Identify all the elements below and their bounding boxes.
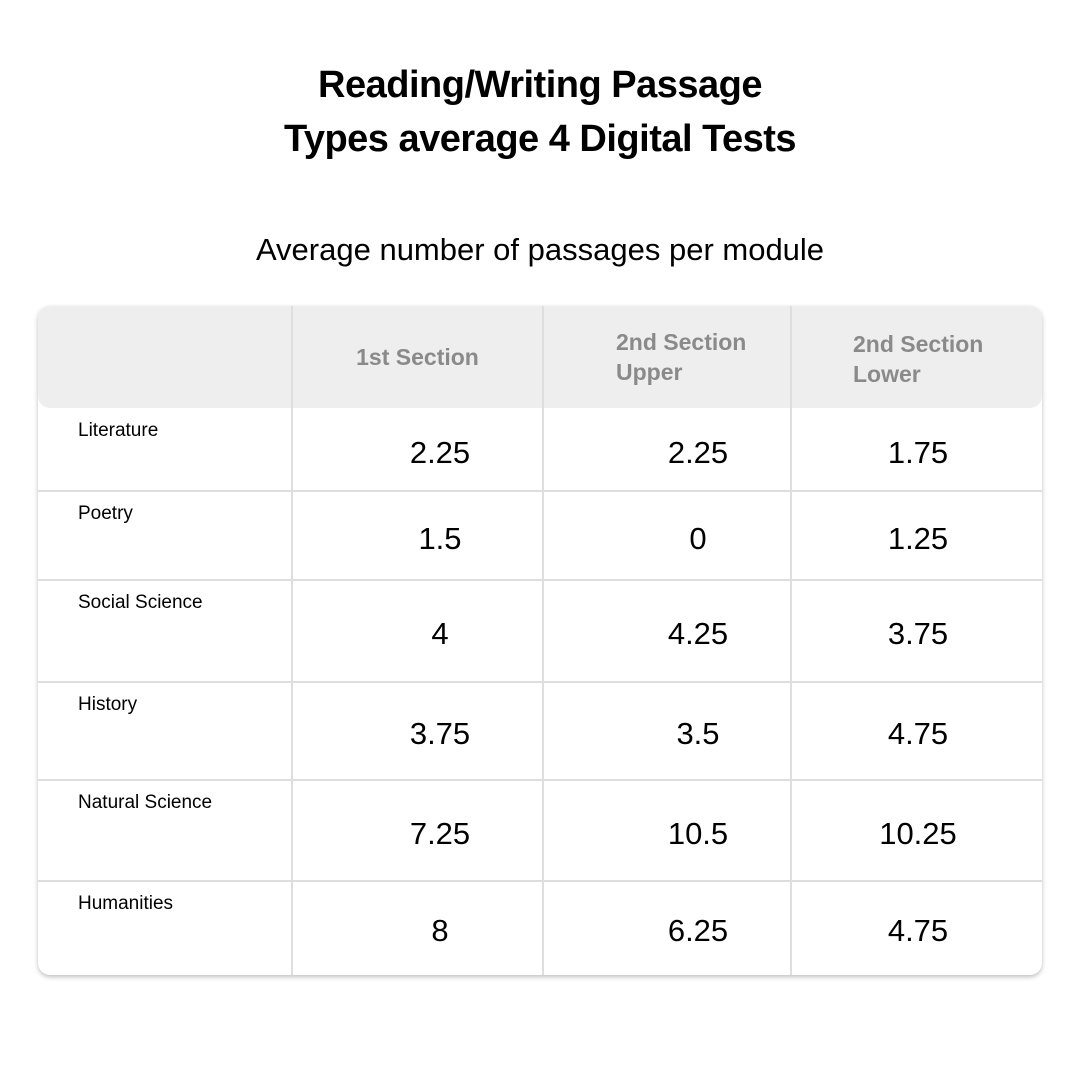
column-divider [291,306,293,975]
table-row [38,881,1042,975]
table-cell-value: 7.25 [409,815,471,851]
header-1st-section [292,306,543,408]
table-cell-value: 10.25 [879,815,957,851]
table-cell-value: 3.75 [409,716,471,751]
row-label: Poetry [78,503,133,524]
table-cell-value: 3.75 [887,616,949,651]
table-row [38,491,1042,580]
table-cell-value: 8 [431,913,449,948]
table-row [38,780,1042,881]
header-label: 1st Section [356,344,479,370]
data-table [38,306,1042,975]
table-cell-value: 10.5 [667,815,729,851]
header-2nd-section-upper [616,306,816,408]
table-cell-value: 4.75 [887,913,949,948]
table-row [38,580,1042,682]
header-label: 2nd Section [616,329,747,355]
table-row [38,408,1042,491]
table-cell-value: 0 [689,520,707,556]
header-label: Upper [616,359,683,385]
table-cell-value: 4.25 [667,616,729,651]
table-cell-value: 6.25 [667,913,729,948]
table-cell-value: 1.5 [418,520,462,556]
table-cell-value: 4 [431,616,449,651]
header-label: Lower [853,361,921,387]
header-2nd-section-lower [853,306,1033,408]
row-label: Natural Science [78,792,213,813]
page-title [0,58,1080,166]
row-label: Social Science [78,592,203,613]
row-label: History [78,694,138,715]
table-cell-value: 2.25 [409,434,471,470]
table-title: Average number of passages per module [255,232,825,267]
table-cell-value: 2.25 [667,434,729,470]
table-cell-value: 1.25 [887,520,949,556]
row-label: Humanities [78,893,174,914]
table-cell-value: 1.75 [887,434,949,470]
table-cell-value: 3.5 [676,716,720,751]
row-label: Literature [78,420,159,441]
column-divider [790,306,792,975]
header-label: 2nd Section [853,331,984,357]
table-header [38,306,1042,408]
title-line-1: Reading/Writing Passage [318,64,762,106]
title-line-2: Types average 4 Digital Tests [283,118,797,160]
column-divider [542,306,544,975]
table-cell-value: 4.75 [887,716,949,751]
table-row [38,682,1042,780]
